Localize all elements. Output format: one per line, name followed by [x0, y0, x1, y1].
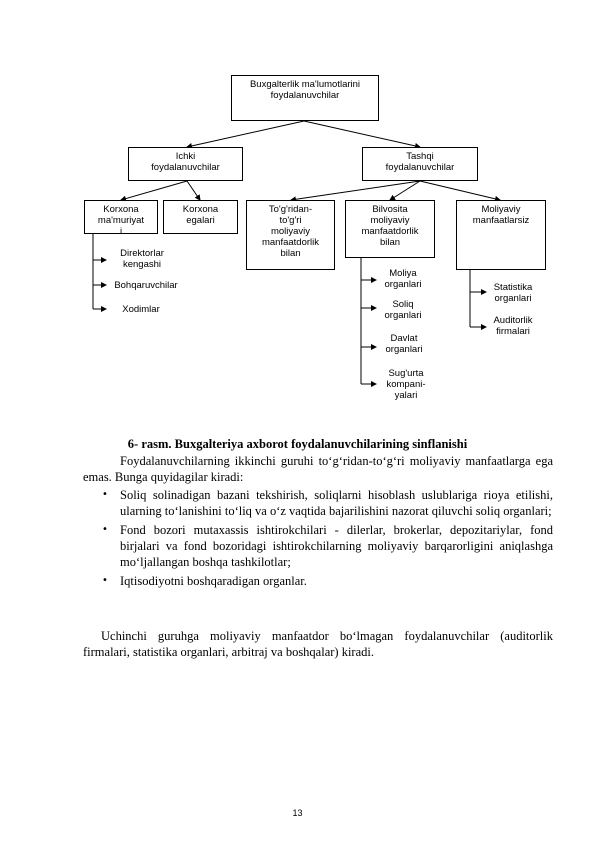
- bullet-list: [83, 487, 553, 592]
- bullet-marker: •: [102, 575, 108, 586]
- external-users-node: [362, 147, 478, 181]
- paragraph-1: Foydalanuvchilarning ikkinchi guruhi to‘g‘ridan-to‘g‘ri moliyaviy manfaatlarga ega emas. Bunga quyidagilar kiradi:: [83, 454, 553, 484]
- list-item-text: Fond bozori mutaxassis ishtirokchilari - dilerlar, brokerlar, depozitariylar, fond birjalari va fond bozoridagi ishtirokchilarning moliyaviy barqarorligini aniqlashga mo‘ljallangan boshqa tashkilotlar;: [120, 523, 553, 569]
- edge-external-direct: [291, 181, 420, 200]
- list-item: [83, 573, 553, 589]
- list-item-text: Soliq solinadigan bazani tekshirish, soliqlarni hisoblash uslublariga rioya etilishi, ularning to‘lanishini to‘liq va o‘z vaqtida bajarilishini nazorat qiluvchi soliq organlari;: [120, 488, 553, 518]
- edge-external-noninterest: [420, 181, 500, 200]
- management-node: [84, 200, 158, 237]
- no-interest-label: Moliyaviy manfaatlarsiz: [472, 204, 530, 226]
- direct-interest-node: [246, 200, 335, 270]
- external-users-label: Tashqi foydalanuvchilar: [385, 151, 455, 173]
- no-interest-node: [456, 200, 546, 270]
- bullet-marker: •: [102, 524, 108, 535]
- list-item: [83, 487, 553, 519]
- internal-users-label: Ichki foydalanuvchilar: [151, 151, 220, 173]
- root-node: [231, 75, 379, 121]
- owners-node: [163, 200, 238, 234]
- edge-internal-mgmt: [121, 181, 187, 200]
- indirect-child-tax: Soliq organlari: [384, 299, 422, 321]
- edge-internal-owners: [187, 181, 200, 200]
- mgmt-child-board: Direktorlar kengashi: [120, 248, 164, 270]
- list-item: [83, 522, 553, 570]
- edge-root-external: [304, 121, 420, 147]
- root-node-label: Buxgalterlik ma'lumotlarini foydalanuvchilar: [249, 79, 361, 101]
- mgmt-child-employees: Xodimlar: [122, 304, 160, 315]
- page-number: 13: [292, 808, 303, 818]
- edge-root-internal: [187, 121, 304, 147]
- mgmt-child-managers: Bohqaruvchilar: [114, 280, 178, 291]
- internal-users-node: [128, 147, 243, 181]
- direct-interest-label: To'g'ridan- to'g'ri moliyaviy manfaatdorlik bilan: [261, 204, 320, 259]
- indirect-child-state: Davlat organlari: [385, 333, 423, 355]
- indirect-child-insurance: Sug'urta kompani- yalari: [386, 368, 426, 401]
- figure-caption: 6- rasm. Buxgalteriya axborot foydalanuvchilarining sinflanishi: [127, 437, 468, 451]
- paragraph-2: Uchinchi guruhga moliyaviy manfaatdor bo‘lmagan foydalanuvchilar (auditorlik firmalari, statistika organlari, arbitraj va boshqalar) kiradi.: [83, 629, 553, 659]
- noninterest-child-audit: Auditorlik firmalari: [493, 315, 533, 337]
- indirect-interest-node: [345, 200, 435, 258]
- list-item-text: Iqtisodiyotni boshqaradigan organlar.: [120, 574, 307, 588]
- noninterest-child-statistics: Statistika organlari: [493, 282, 533, 304]
- indirect-interest-label: Bilvosita moliyaviy manfaatdorlik bilan: [361, 204, 419, 248]
- indirect-child-finance: Moliya organlari: [384, 268, 422, 290]
- owners-label: Korxona egalari: [182, 204, 219, 226]
- bullet-marker: •: [102, 489, 108, 500]
- edge-external-indirect: [390, 181, 420, 200]
- management-label: Korxona ma'muriyat i: [97, 204, 145, 237]
